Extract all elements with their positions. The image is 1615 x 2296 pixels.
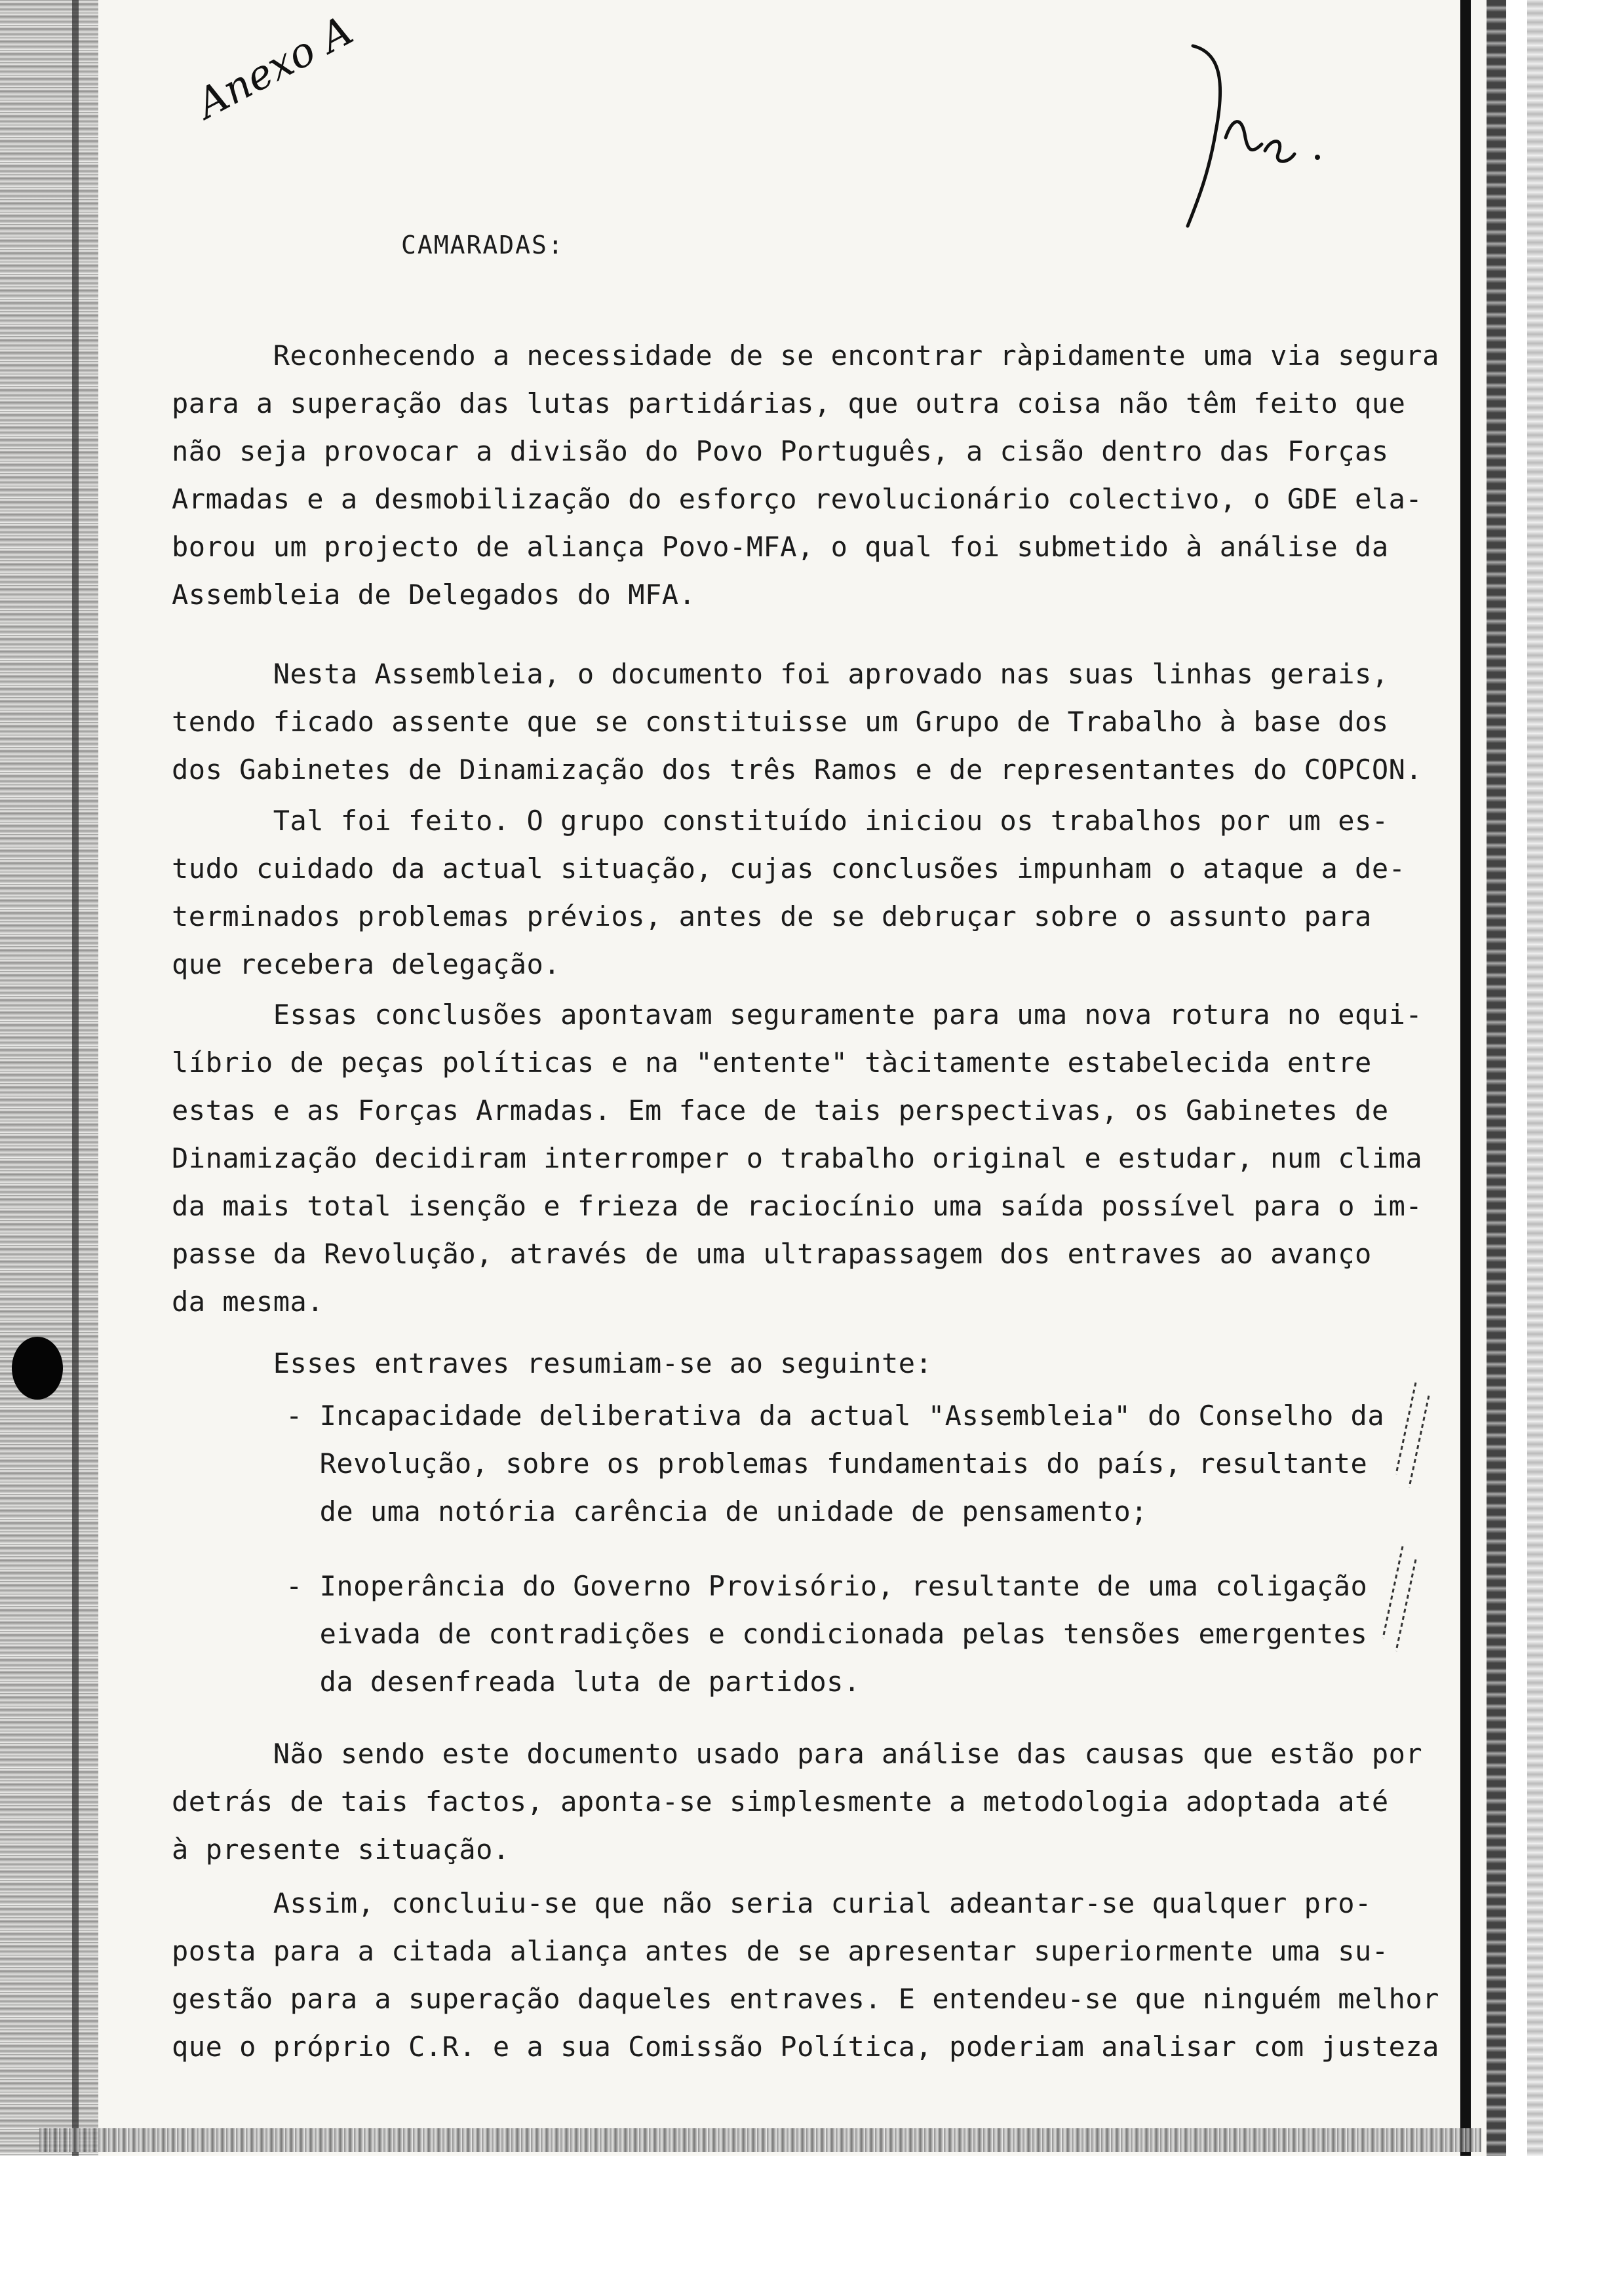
paragraph-2: Nesta Assembleia, o documento foi aprovado nas suas linhas gerais, tendo ficado assente que se constituisse um Grupo de Trabalho à base dos dos Gabinetes de Dinamização dos três Ramos e de representantes do COPCON. [172,658,1423,786]
margin-mark-2 [1376,1540,1422,1658]
scan-bottom-margin [0,2156,1615,2296]
paragraph-4: Essas conclusões apontavam seguramente para uma nova rotura no equi- líbrio de peças políticas e na "entente" tàcitamente estabelecida entre estas e as Forças Armadas. Em face de tais perspectivas, os Gabinetes de Dinamização decidiram interromper o trabalho original e estudar, num clima da mais total isenção e frieza de raciocínio uma saída possível para o im- passe da Revolução, através de uma ultrapassagem dos entraves ao avanço da mesma. [172,999,1423,1318]
document-heading: CAMARADAS: [401,231,564,259]
scan-edge-right-faint [1527,0,1543,2162]
paragraph-6: Não sendo este documento usado para análise das causas que estão por detrás de tais factos, aponta-se simplesmente a metodologia adoptada até à presente situação. [172,1738,1423,1866]
paragraph-7: Assim, concluiu-se que não seria curial adeantar-se qualquer pro- posta para a citada aliança antes de se apresentar superiormente uma su- gestão para a superação daqueles entraves. E entendeu-se que ninguém melhor que o próprio C.R. e a sua Comissão Política, poderiam analisar com justeza [172,1887,1439,2063]
margin-mark-1 [1390,1376,1435,1494]
punch-hole [12,1337,63,1400]
scan-edge-right-noise [1487,0,1506,2228]
scan-margin-right [1490,0,1615,2296]
scan-edge-bottom [39,2128,1481,2152]
scan-edge-left [0,0,98,2175]
paragraph-3: Tal foi feito. O grupo constituído iniciou os trabalhos por um es- tudo cuidado da actual situação, cujas conclusões impunham o ataque a de- terminados problemas prévios, antes de se debruçar sobre o assunto para que recebera delegação. [172,805,1406,980]
paragraph-5: Esses entraves resumiam-se ao seguinte: [172,1347,933,1379]
scan-edge-left-line [72,0,79,2175]
paragraph-1: Reconhecendo a necessidade de se encontrar ràpidamente uma via segura para a superação das lutas partidárias, que outra coisa não têm feito que não seja provocar a divisão do Povo Português, a cisão dentro das Forças Armadas e a desmobilização do esforço revolucionário colectivo, o GDE ela- borou um projecto de aliança Povo-MFA, o qual foi submetido à análise da Assembleia de Delegados do MFA. [172,339,1439,611]
handwritten-annotation: Anexo A [188,6,360,128]
handwritten-initials [1180,39,1337,229]
scan-edge-right-line [1460,0,1471,2175]
list-item-1: - Incapacidade deliberativa da actual "Assembleia" do Conselho da Revolução, sobre os problemas fundamentais do país, resultante de uma notória carência de unidade de pensamento; [286,1400,1385,1527]
list-item-2: - Inoperância do Governo Provisório, resultante de uma coligação eivada de contradições e condicionada pelas tensões emergentes da desenfreada luta de partidos. [286,1570,1368,1698]
